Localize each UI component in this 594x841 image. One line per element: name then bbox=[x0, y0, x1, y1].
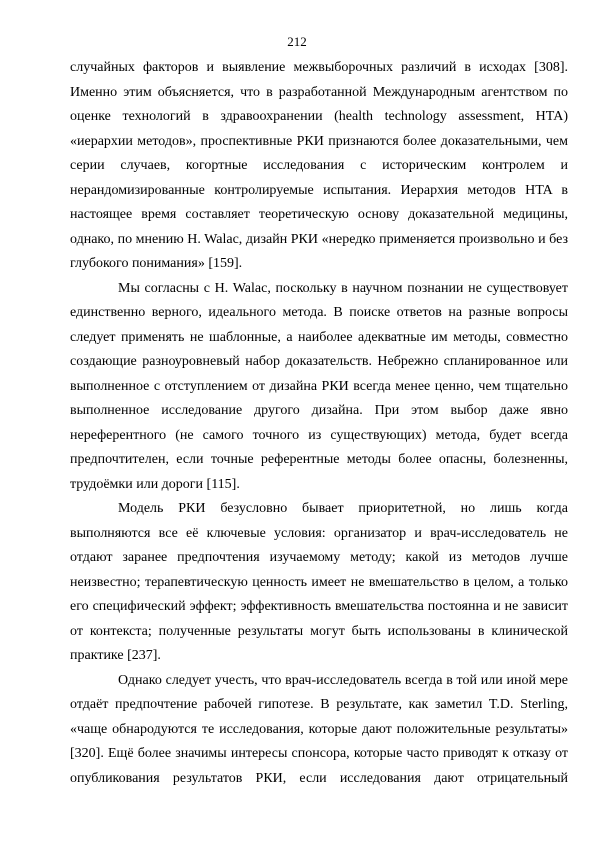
paragraph-researcher-preference: Однако следует учесть, что врач-исследователь всегда в той или иной мере отдаёт предпочтение рабочей гипотезе. В результате, как заметил T.D. Sterling, «чаще обнародуются те исследования, которые дают положительные результаты» [320]. Ещё более значимы интересы спонсора, которые часто приводят к отказу от опубликования результатов РКИ, если исследования дают отрицательный bbox=[70, 672, 568, 786]
paragraph-rct-model: Модель РКИ безусловно бывает приоритетной, но лишь когда выполняются все её ключевые условия: организатор и врач-исследователь не отдают заранее предпочтения изучаемому методу; какой из методов лучше неизвестно; терапевтическую ценность имеет не вмешательство в целом, а только его специфический эффект; эффективность вмешательства постоянна и не зависит от контекста; полученные результаты могут быть использованы в клинической практике [237]. bbox=[70, 501, 568, 663]
paragraph-continuation: случайных факторов и выявление межвыборочных различий в исходах [308]. Именно этим объясняется, что в разработанной Международным агентством по оценке технологий в здравоохранении (health technology assessment, HTA) «иерархии методов», проспективные РКИ признаются более доказательными, чем серии случаев, когортные исследования с историческим контролем и нерандомизированные контролируемые испытания. Иерархия методов HTA в настоящее время составляет теоретическую основу доказательной медицины, однако, по мнению H. Walac, дизайн РКИ «нередко применяется произвольно и без глубокого понимания» [159]. bbox=[70, 60, 568, 271]
document-body bbox=[70, 56, 568, 791]
page-number: 212 bbox=[287, 34, 307, 49]
paragraph-walac-agreement: Мы согласны с H. Walac, поскольку в научном познании не существовует единственно верного, идеального метода. В поиске ответов на разные вопросы следует применять не шаблонные, а наиболее адекватные им методы, совместно создающие разноуровневый набор доказательств. Небрежно спланированное или выполненное с отступлением от дизайна РКИ всегда менее ценно, чем тщательно выполненное исследование другого дизайна. При этом выбор даже явно нереферентного (не самого точного из существующих) метода, будет всегда предпочтителен, если точные референтные методы более опасны, болезненны, трудоёмки или дороги [115]. bbox=[70, 280, 568, 492]
